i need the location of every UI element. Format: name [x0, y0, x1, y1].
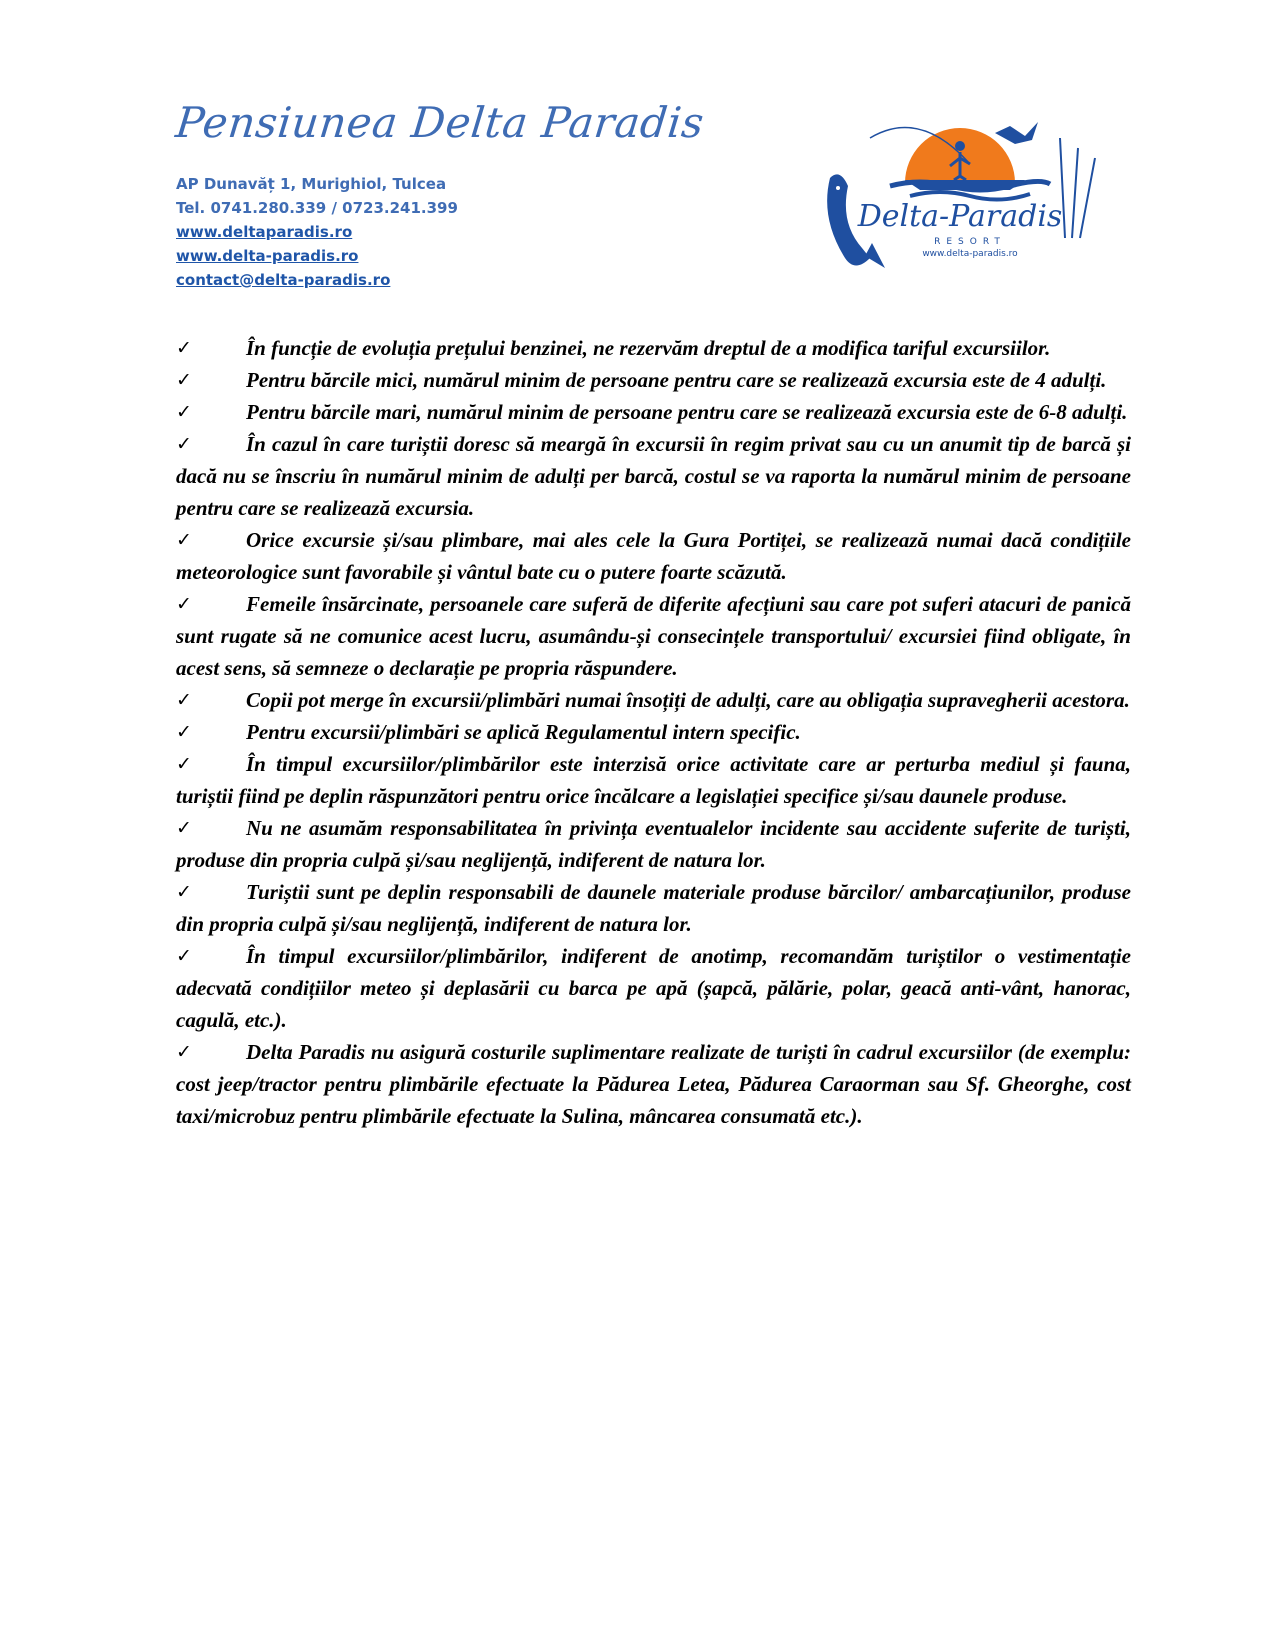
- checkmark-icon: ✓: [176, 433, 192, 455]
- contact-block: [176, 172, 606, 292]
- brand-title: Pensiunea Delta Paradis: [173, 98, 707, 147]
- item-text: Copii pot merge în excursii/plimbări numai însoțiți de adulți, care au obligația supravegherii acestora.: [246, 688, 1130, 712]
- bird-icon: [995, 122, 1038, 144]
- address: AP Dunavăț 1, Murighiol, Tulcea: [176, 175, 447, 193]
- checkmark-icon: ✓: [176, 529, 192, 551]
- checkmark-icon: ✓: [176, 369, 192, 391]
- checkmark-icon: ✓: [176, 753, 192, 775]
- logo-url: www.delta-paradis.ro: [922, 249, 1018, 259]
- email-link[interactable]: contact@delta-paradis.ro: [176, 271, 391, 289]
- checkmark-icon: ✓: [176, 945, 192, 967]
- list-item: [176, 716, 1131, 748]
- item-text: Turiștii sunt pe deplin responsabili de daunele materiale produse bărcilor/ ambarcațiunilor, produse din propria culpă și/sau neglijență, indiferent de natura lor.: [176, 880, 1131, 936]
- checkmark-icon: ✓: [176, 337, 192, 359]
- checkmark-icon: ✓: [176, 881, 192, 903]
- item-text: În timpul excursiilor/plimbărilor este interzisă orice activitate care ar perturba mediul și fauna, turiștii fiind pe deplin răspunzători pentru orice încălcare a legislației specifice și/sau daunele produse.: [176, 752, 1131, 808]
- item-text: În timpul excursiilor/plimbărilor, indiferent de anotimp, recomandăm turiștilor o vestimentație adecvată condițiilor meteo și deplasării cu barca pe apă (șapcă, pălărie, polar, geacă anti-vânt, hanorac, cagulă, etc.).: [176, 944, 1131, 1032]
- list-item: [176, 684, 1131, 716]
- website-link-1[interactable]: www.deltaparadis.ro: [176, 223, 353, 241]
- list-item: [176, 524, 1131, 588]
- list-item: [176, 332, 1131, 364]
- website-link-2[interactable]: www.delta-paradis.ro: [176, 247, 359, 265]
- item-text: Pentru excursii/plimbări se aplică Regulamentul intern specific.: [246, 720, 801, 744]
- list-item: [176, 812, 1131, 876]
- checkmark-icon: ✓: [176, 1041, 192, 1063]
- logo-tagline: RESORT: [934, 237, 1006, 247]
- list-item: [176, 364, 1131, 396]
- logo-name: Delta-Paradis: [857, 199, 1063, 234]
- letterhead: [173, 96, 707, 292]
- list-item: [176, 428, 1131, 524]
- boat-icon: [905, 180, 1025, 190]
- checkmark-icon: ✓: [176, 817, 192, 839]
- list-item: [176, 748, 1131, 812]
- item-text: Pentru bărcile mici, numărul minim de persoane pentru care se realizează excursia este de 4 adulți.: [246, 368, 1107, 392]
- list-item: [176, 588, 1131, 684]
- item-text: Orice excursie și/sau plimbare, mai ales cele la Gura Portiței, se realizează numai dacă condițiile meteorologice sunt favorabile și vântul bate cu o putere foarte scăzută.: [176, 528, 1131, 584]
- checkmark-icon: ✓: [176, 689, 192, 711]
- item-text: Nu ne asumăm responsabilitatea în privința eventualelor incidente sau accidente suferite de turiști, produse din propria culpă și/sau neglijență, indiferent de natura lor.: [176, 816, 1131, 872]
- item-text: Femeile însărcinate, persoanele care suferă de diferite afecțiuni sau care pot suferi atacuri de panică sunt rugate să ne comunice acest lucru, asumându-și consecințele transportului/ excursiei fiind obligate, în acest sens, să semneze o declarație pe propria răspundere.: [176, 592, 1131, 680]
- checkmark-icon: ✓: [176, 721, 192, 743]
- phone: Tel. 0741.280.339 / 0723.241.399: [176, 199, 458, 217]
- delta-paradis-logo: [810, 108, 1110, 278]
- list-item: [176, 396, 1131, 428]
- item-text: În cazul în care turiștii doresc să meargă în excursii în regim privat sau cu un anumit tip de barcă și dacă nu se înscriu în numărul minim de adulți per barcă, costul se va raporta la numărul minim de persoane pentru care se realizează excursia.: [176, 432, 1131, 520]
- item-text: În funcție de evoluția prețului benzinei, ne rezervăm dreptul de a modifica tariful excursiilor.: [246, 336, 1051, 360]
- item-text: Delta Paradis nu asigură costurile suplimentare realizate de turiști în cadrul excursiilor (de exemplu: cost jeep/tractor pentru plimbările efectuate la Pădurea Letea, Pădurea Caraorman sau Sf. Gheorghe, cost taxi/microbuz pentru plimbările efectuate la Sulina, mâncarea consumată etc.).: [176, 1040, 1131, 1128]
- list-item: [176, 876, 1131, 940]
- checkmark-icon: ✓: [176, 593, 192, 615]
- list-item: [176, 1036, 1131, 1132]
- terms-list: [176, 332, 1131, 1132]
- list-item: [176, 940, 1131, 1036]
- item-text: Pentru bărcile mari, numărul minim de persoane pentru care se realizează excursia este de 6-8 adulți.: [246, 400, 1128, 424]
- reeds-icon: [1060, 138, 1095, 238]
- checkmark-icon: ✓: [176, 401, 192, 423]
